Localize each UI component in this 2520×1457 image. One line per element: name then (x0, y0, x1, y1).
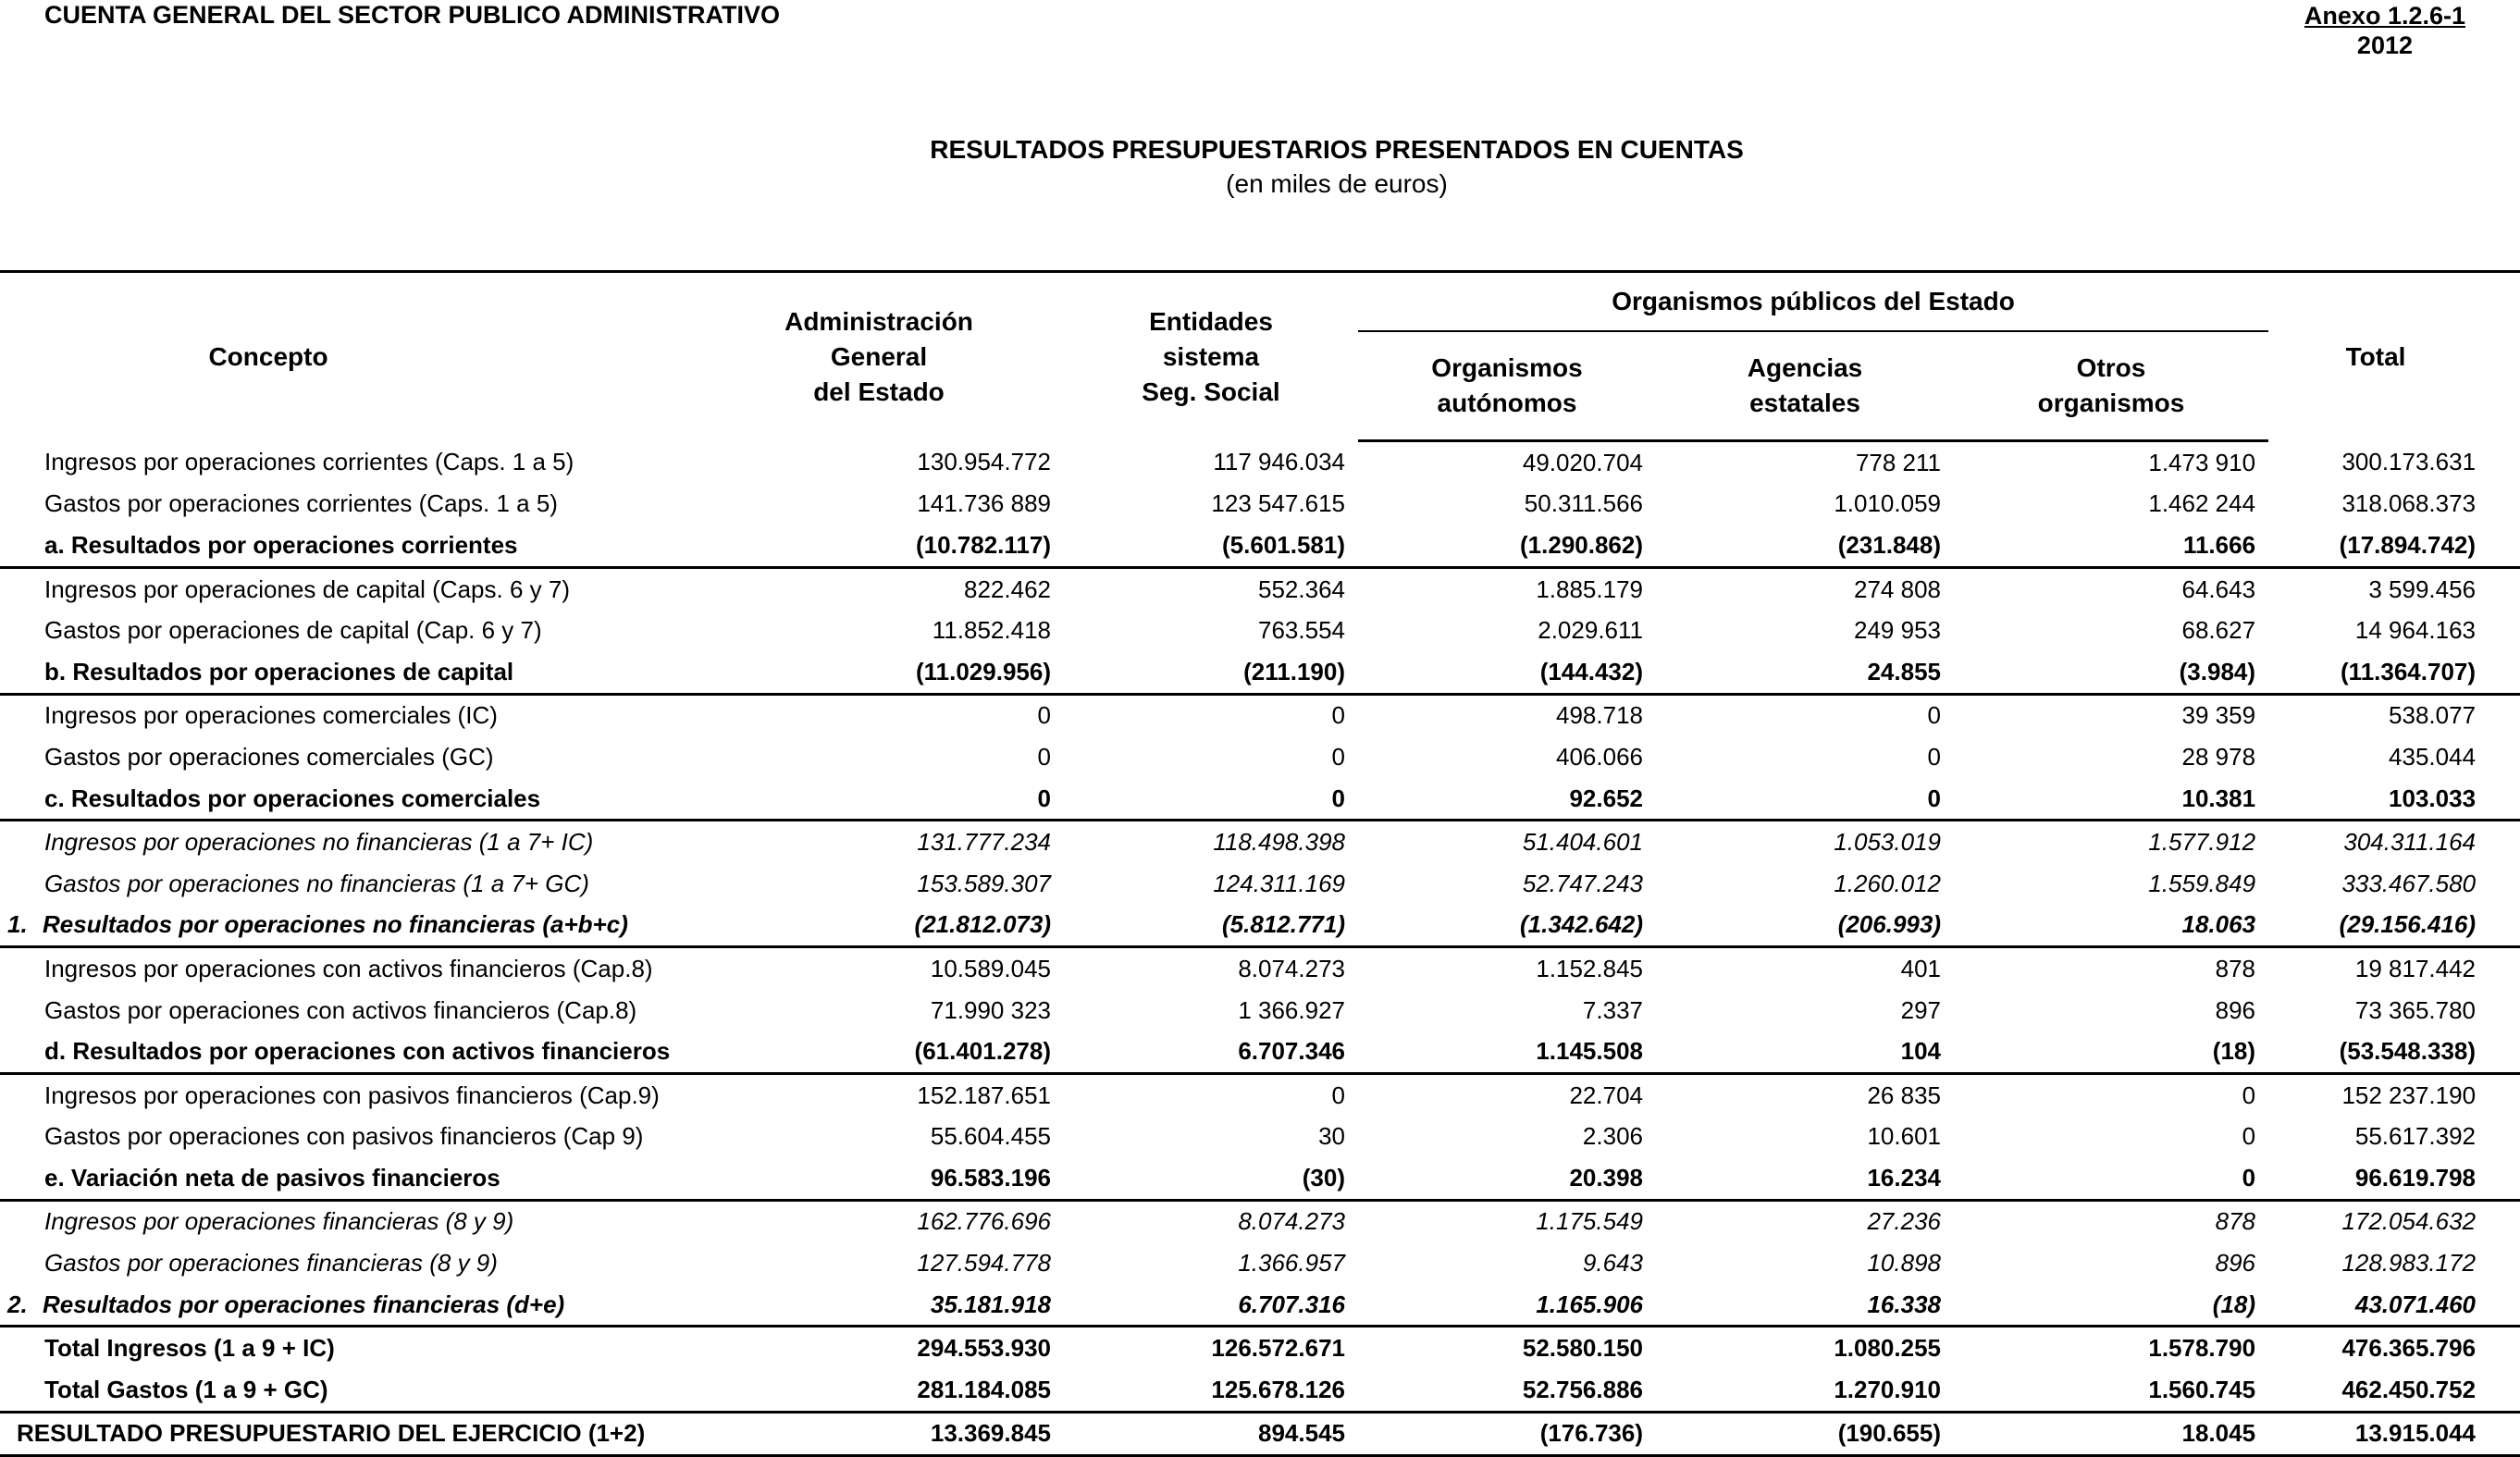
value-ae: 10.898 (1867, 1249, 1941, 1278)
value-ess: 1.366.957 (1238, 1249, 1345, 1278)
row-concept (0, 610, 851, 651)
value-ess: 6.707.346 (1064, 1031, 1358, 1073)
value-age: 13.369.845 (851, 1412, 1064, 1456)
col-header-ess: Entidades sistema Seg. Social (1064, 272, 1358, 441)
value-oo: (18) (1954, 1031, 2268, 1073)
value-age: 96.583.196 (851, 1157, 1064, 1200)
row-concept (0, 1284, 851, 1327)
value-oo: 878 (2215, 1207, 2256, 1236)
value-ess: 894.545 (1064, 1412, 1358, 1456)
value-ae: 0 (1927, 742, 1941, 771)
table-row (0, 1242, 2520, 1284)
row-concept (0, 1073, 851, 1116)
value-total: 318.068.373 (2341, 489, 2477, 518)
table-row (0, 1073, 2520, 1116)
value-oa: 498.718 (1556, 701, 1643, 730)
table-row (0, 1284, 2520, 1327)
row-label: e. Variación neta de pasivos financieros (44, 1163, 500, 1192)
value-ess: 8.074.273 (1238, 954, 1345, 982)
row-concept (0, 694, 851, 736)
value-oa: 1.175.549 (1536, 1207, 1643, 1236)
col-header-ae: Agencias estatales (1656, 331, 1954, 441)
value-age: 35.181.918 (851, 1284, 1064, 1327)
value-ae: 1.053.019 (1834, 828, 1941, 857)
value-age: 10.589.045 (930, 954, 1051, 982)
row-number: 2. (7, 1290, 28, 1318)
table-row (0, 1412, 2520, 1456)
row-concept (0, 484, 851, 525)
row-concept (0, 441, 851, 484)
value-oa: 50.311.566 (1524, 489, 1643, 518)
value-total: 300.173.631 (2341, 448, 2477, 476)
row-label: Ingresos por operaciones de capital (Caps. 6 y 7) (44, 574, 570, 603)
value-oa: (1.342.642) (1358, 905, 1656, 947)
value-oo: 896 (2215, 995, 2256, 1024)
table-body (0, 441, 2520, 1456)
row-label: Ingresos por operaciones comerciales (IC) (44, 701, 498, 730)
value-oo: 64.643 (2181, 574, 2256, 603)
value-ess: 6.707.316 (1064, 1284, 1358, 1327)
row-concept (0, 1412, 851, 1456)
value-oo: 1.559.849 (2148, 869, 2256, 897)
col-header-concept: Concepto (0, 272, 851, 441)
value-oo: (3.984) (1954, 651, 2268, 694)
value-age: (10.782.117) (851, 525, 1064, 567)
table-row (0, 736, 2520, 778)
value-ae: 16.338 (1656, 1284, 1954, 1327)
value-total: 55.617.392 (2354, 1122, 2477, 1151)
value-oo: 28 978 (2181, 742, 2256, 771)
value-oo: 39 359 (2181, 701, 2256, 730)
value-age: 0 (851, 778, 1064, 821)
value-ess: (5.812.771) (1064, 905, 1358, 947)
value-oa: (144.432) (1358, 651, 1656, 694)
value-ae: 274 808 (1854, 574, 1941, 603)
value-ess: (5.601.581) (1064, 525, 1358, 567)
table-row (0, 947, 2520, 990)
row-label: Resultados por operaciones financieras (d+e) (43, 1290, 565, 1318)
value-ae: 1.270.910 (1656, 1369, 1954, 1412)
value-ae: (190.655) (1656, 1412, 1954, 1456)
value-ess: 126.572.671 (1211, 1334, 1345, 1363)
value-oo: 0 (1954, 1157, 2268, 1200)
table-row (0, 905, 2520, 947)
value-oa: 2.306 (1582, 1122, 1643, 1151)
row-label: Ingresos por operaciones corrientes (Caps. 1 a 5) (44, 448, 574, 476)
row-concept (0, 1117, 851, 1158)
value-age: 11.852.418 (932, 616, 1051, 645)
value-age: (61.401.278) (851, 1031, 1064, 1073)
row-concept (0, 947, 851, 990)
value-ess: 552.364 (1258, 574, 1345, 603)
value-oa: 92.652 (1358, 778, 1656, 821)
value-ess: 0 (1064, 778, 1358, 821)
value-ae: 0 (1927, 701, 1941, 730)
col-header-org-group: Organismos públicos del Estado (1358, 272, 2268, 332)
annex-number: Anexo 1.2.6-1 (2304, 2, 2465, 30)
value-age: 127.594.778 (917, 1249, 1051, 1278)
annex-block (2304, 1, 2465, 60)
value-oa: 1.885.179 (1536, 574, 1643, 603)
value-oa: (1.290.862) (1358, 525, 1656, 567)
value-total: 14 964.163 (2354, 616, 2477, 645)
value-total: 13.915.044 (2268, 1412, 2520, 1456)
table-row (0, 694, 2520, 736)
table-row (0, 1200, 2520, 1242)
value-oo: 878 (2215, 954, 2256, 982)
value-total: (29.156.416) (2268, 905, 2520, 947)
row-label: b. Resultados por operaciones de capital (44, 657, 514, 685)
row-label: Gastos por operaciones financieras (8 y 9) (44, 1249, 498, 1278)
col-header-oa: Organismos autónomos (1358, 331, 1656, 441)
value-total: (53.548.338) (2268, 1031, 2520, 1073)
row-label: Total Gastos (1 a 9 + GC) (44, 1375, 328, 1403)
value-oo: 10.381 (1954, 778, 2268, 821)
row-concept (0, 736, 851, 778)
value-ess: 125.678.126 (1064, 1369, 1358, 1412)
row-label: Gastos por operaciones comerciales (GC) (44, 742, 494, 771)
value-age: 141.736 889 (917, 489, 1051, 518)
value-oa: 7.337 (1582, 995, 1643, 1024)
value-oo: 0 (2242, 1122, 2256, 1151)
table-row (0, 484, 2520, 525)
row-label: RESULTADO PRESUPUESTARIO DEL EJERCICIO (1+2) (17, 1419, 646, 1448)
value-ae: 26 835 (1867, 1080, 1941, 1109)
value-oa: 406.066 (1556, 742, 1643, 771)
value-ae: 1.260.012 (1834, 869, 1941, 897)
table-row (0, 1117, 2520, 1158)
table-header (0, 272, 2520, 441)
row-label: Total Ingresos (1 a 9 + IC) (44, 1334, 335, 1363)
value-age: 0 (1037, 701, 1051, 730)
value-oa: 52.756.886 (1358, 1369, 1656, 1412)
value-ess: 763.554 (1258, 616, 1345, 645)
value-ae: 10.601 (1867, 1122, 1941, 1151)
table-row (0, 778, 2520, 821)
value-total: 19 817.442 (2354, 954, 2477, 982)
report-year: 2012 (2356, 31, 2413, 59)
value-oo: 1.577.912 (2148, 828, 2256, 857)
row-concept (0, 567, 851, 610)
row-concept (0, 1200, 851, 1242)
value-oo: 1.578.790 (2148, 1334, 2256, 1363)
value-age: 131.777.234 (917, 828, 1051, 857)
row-label: Ingresos por operaciones con pasivos financieros (Cap.9) (44, 1080, 660, 1109)
row-label: Gastos por operaciones con activos financieros (Cap.8) (44, 995, 637, 1024)
table-row (0, 441, 2520, 484)
value-oo: (18) (1954, 1284, 2268, 1327)
value-oo: 18.045 (1954, 1412, 2268, 1456)
value-oa: 52.747.243 (1522, 869, 1643, 897)
table-row (0, 525, 2520, 567)
value-age: (21.812.073) (851, 905, 1064, 947)
value-total: 152 237.190 (2341, 1080, 2477, 1109)
value-ae: 1.010.059 (1834, 489, 1941, 518)
row-concept (0, 905, 851, 947)
value-oo: 11.666 (1954, 525, 2268, 567)
value-ae: 24.855 (1656, 651, 1954, 694)
report-units: (en miles de euros) (1226, 169, 1448, 198)
row-label: Gastos por operaciones con pasivos financieros (Cap 9) (44, 1122, 644, 1151)
row-label: a. Resultados por operaciones corrientes (44, 530, 518, 559)
table-row (0, 567, 2520, 610)
value-ess: 123 547.615 (1211, 489, 1345, 518)
table-row (0, 651, 2520, 694)
value-ae: (206.993) (1656, 905, 1954, 947)
value-ess: 0 (1331, 701, 1345, 730)
value-oa: 51.404.601 (1522, 828, 1643, 857)
value-ess: 30 (1318, 1122, 1345, 1151)
value-total: 43.071.460 (2268, 1284, 2520, 1327)
value-total: (11.364.707) (2268, 651, 2520, 694)
row-concept (0, 1031, 851, 1073)
value-age: 152.187.651 (917, 1080, 1051, 1109)
value-total: 462.450.752 (2268, 1369, 2520, 1412)
row-concept (0, 778, 851, 821)
value-ess: 118.498.398 (1213, 828, 1345, 857)
value-total: 73 365.780 (2354, 995, 2477, 1024)
value-oa: 52.580.150 (1522, 1334, 1643, 1363)
value-total: 435.044 (2389, 742, 2477, 771)
table-row (0, 821, 2520, 863)
value-oa: (176.736) (1358, 1412, 1656, 1456)
row-concept (0, 1157, 851, 1200)
value-oo: 896 (2215, 1249, 2256, 1278)
row-number: 1. (7, 910, 28, 939)
report-title: RESULTADOS PRESUPUESTARIOS PRESENTADOS EN CUENTAS (930, 135, 1744, 164)
row-label: Ingresos por operaciones no financieras (1 a 7+ IC) (44, 828, 594, 857)
row-label: Gastos por operaciones corrientes (Caps. 1 a 5) (44, 489, 558, 518)
row-label: Gastos por operaciones no financieras (1 a 7+ GC) (44, 869, 589, 897)
table-row (0, 1369, 2520, 1412)
row-concept (0, 1369, 851, 1412)
table-row (0, 1031, 2520, 1073)
row-concept (0, 990, 851, 1031)
value-total: 538.077 (2389, 701, 2477, 730)
value-ae: 778 211 (1855, 448, 1941, 476)
value-ess: (30) (1064, 1157, 1358, 1200)
value-total: 476.365.796 (2341, 1334, 2477, 1363)
value-ae: (231.848) (1656, 525, 1954, 567)
value-age: 0 (1037, 742, 1051, 771)
row-label: Ingresos por operaciones con activos financieros (Cap.8) (44, 954, 653, 982)
table-row (0, 610, 2520, 651)
value-age: 71.990 323 (930, 995, 1051, 1024)
row-concept (0, 1242, 851, 1284)
row-label: d. Resultados por operaciones con activos financieros (44, 1037, 671, 1066)
value-oo: 1.462 244 (2148, 489, 2256, 518)
value-ae: 104 (1656, 1031, 1954, 1073)
row-concept (0, 651, 851, 694)
value-age: 822.462 (964, 574, 1051, 603)
value-oo: 68.627 (2181, 616, 2256, 645)
value-ae: 1.080.255 (1834, 1334, 1941, 1363)
value-ae: 0 (1656, 778, 1954, 821)
report-entity-title: CUENTA GENERAL DEL SECTOR PUBLICO ADMINISTRATIVO (44, 1, 781, 29)
value-total: 333.467.580 (2341, 869, 2477, 897)
row-label: Resultados por operaciones no financieras (a+b+c) (43, 910, 628, 939)
value-oo: 18.063 (1954, 905, 2268, 947)
table-row (0, 863, 2520, 905)
value-oa: 2.029.611 (1538, 616, 1643, 645)
value-total: 172.054.632 (2341, 1207, 2477, 1236)
value-ess: 124.311.169 (1213, 869, 1345, 897)
value-oa: 1.165.906 (1358, 1284, 1656, 1327)
value-age: 162.776.696 (917, 1207, 1051, 1236)
value-oa: 49.020.704 (1522, 448, 1643, 476)
table-row (0, 1327, 2520, 1369)
value-oa: 1.152.845 (1536, 954, 1643, 982)
value-oa: 1.145.508 (1358, 1031, 1656, 1073)
value-ess: 0 (1331, 742, 1345, 771)
value-oo: 0 (2242, 1080, 2256, 1109)
row-label: c. Resultados por operaciones comerciales (44, 784, 541, 812)
value-ess: 8.074.273 (1238, 1207, 1345, 1236)
row-concept (0, 821, 851, 863)
value-oa: 20.398 (1358, 1157, 1656, 1200)
value-oo: 1.473 910 (2148, 448, 2256, 476)
value-age: (11.029.956) (851, 651, 1064, 694)
row-number (0, 1419, 17, 1448)
table-row (0, 990, 2520, 1031)
row-label: Gastos por operaciones de capital (Cap. 6 y 7) (44, 616, 542, 645)
budget-results-table (0, 270, 2520, 1457)
value-oo: 1.560.745 (1954, 1369, 2268, 1412)
value-ae: 297 (1900, 995, 1941, 1024)
table-row (0, 1157, 2520, 1200)
col-header-total: Total (2268, 272, 2520, 441)
value-total: 304.311.164 (2343, 828, 2477, 857)
row-concept (0, 525, 851, 567)
value-total: 103.033 (2268, 778, 2520, 821)
value-total: 3 599.456 (2368, 574, 2477, 603)
value-ess: 117 946.034 (1213, 448, 1345, 476)
value-ae: 249 953 (1854, 616, 1941, 645)
value-ess: 0 (1331, 1080, 1345, 1109)
value-ae: 27.236 (1867, 1207, 1941, 1236)
value-ess: 1 366.927 (1238, 995, 1345, 1024)
col-header-oo: Otros organismos (1954, 331, 2268, 441)
col-header-age: Administración General del Estado (851, 272, 1064, 441)
value-total: 96.619.798 (2268, 1157, 2520, 1200)
row-concept (0, 863, 851, 905)
value-age: 130.954.772 (917, 448, 1051, 476)
value-total: (17.894.742) (2268, 525, 2520, 567)
value-ae: 16.234 (1656, 1157, 1954, 1200)
value-total: 128.983.172 (2341, 1249, 2477, 1278)
value-age: 281.184.085 (851, 1369, 1064, 1412)
value-ess: (211.190) (1064, 651, 1358, 694)
value-oa: 9.643 (1582, 1249, 1643, 1278)
value-age: 55.604.455 (930, 1122, 1051, 1151)
value-oa: 22.704 (1569, 1080, 1643, 1109)
value-age: 294.553.930 (917, 1334, 1051, 1363)
value-age: 153.589.307 (917, 869, 1051, 897)
row-label: Ingresos por operaciones financieras (8 y 9) (44, 1207, 514, 1236)
row-concept (0, 1327, 851, 1369)
value-ae: 401 (1900, 954, 1941, 982)
